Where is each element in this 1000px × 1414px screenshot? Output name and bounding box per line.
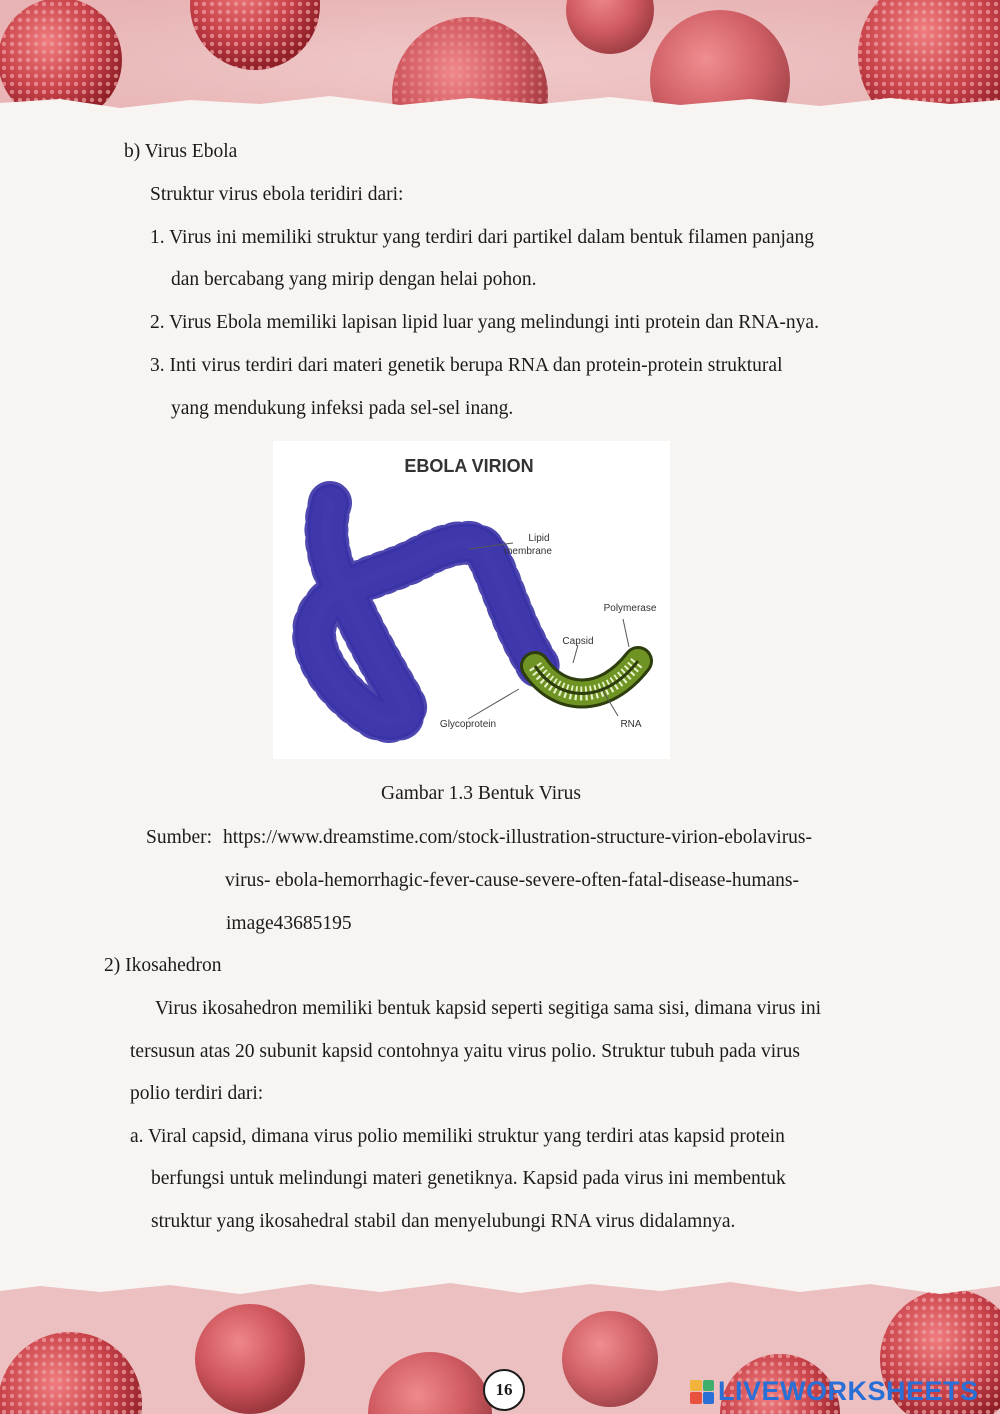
item-a-line-1: a. Viral capsid, dimana virus polio memiliki struktur yang terdiri atas kapsid protein xyxy=(130,1126,785,1147)
liveworksheets-brand[interactable] xyxy=(690,1376,979,1407)
figure-title: EBOLA VIRION xyxy=(404,456,534,476)
source-url-line-2[interactable]: virus- ebola-hemorrhagic-fever-cause-severe-often-fatal-disease-humans- xyxy=(225,870,800,891)
section-heading-virus-ebola: b) Virus Ebola xyxy=(124,141,238,162)
ebola-virion-diagram xyxy=(273,441,670,759)
figure-caption: Gambar 1.3 Bentuk Virus xyxy=(381,783,581,804)
label-polymerase: Polymerase xyxy=(603,603,657,614)
source-url-line-3[interactable]: image43685195 xyxy=(226,913,352,934)
label-capsid: Capsid xyxy=(562,636,594,647)
item-a-line-3: struktur yang ikosahedral stabil dan menyelubungi RNA virus didalamnya. xyxy=(151,1211,736,1232)
paragraph-line-2: tersusun atas 20 subunit kapsid contohnya yaitu virus polio. Struktur tubuh pada virus xyxy=(130,1041,800,1062)
label-glycoprotein: Glycoprotein xyxy=(439,719,497,730)
paragraph-line-3: polio terdiri dari: xyxy=(130,1083,264,1104)
list-item-1-line-1: 1. Virus ini memiliki struktur yang terdiri dari partikel dalam bentuk filamen panjang xyxy=(150,227,815,248)
list-item-2: 2. Virus Ebola memiliki lapisan lipid luar yang melindungi inti protein dan RNA-nya. xyxy=(150,312,819,333)
brand-name: LIVEWORKSHEETS xyxy=(718,1376,979,1406)
item-a-line-2: berfungsi untuk melindungi materi genetiknya. Kapsid pada virus ini membentuk xyxy=(151,1168,786,1189)
label-lipid: Lipid xyxy=(528,533,550,544)
label-membrane: membrane xyxy=(504,546,552,557)
nucleocapsid-icon xyxy=(535,661,638,694)
label-rna: RNA xyxy=(620,719,642,730)
ebola-virion-figure xyxy=(273,441,670,759)
source-label: Sumber: xyxy=(146,827,213,848)
paragraph-line-1: Virus ikosahedron memiliki bentuk kapsid seperti segitiga sama sisi, dimana virus ini xyxy=(155,998,822,1019)
source-url-line-1[interactable]: https://www.dreamstime.com/stock-illustration-structure-virion-ebolavirus- xyxy=(223,827,813,848)
list-item-3-line-1: 3. Inti virus terdiri dari materi genetik berupa RNA dan protein-protein struktural xyxy=(150,355,783,376)
intro-text: Struktur virus ebola teridiri dari: xyxy=(150,184,404,205)
liveworksheets-logo-icon xyxy=(690,1380,714,1404)
list-item-1-line-2: dan bercabang yang mirip dengan helai pohon. xyxy=(171,269,537,290)
section-heading-ikosahedron: 2) Ikosahedron xyxy=(104,955,222,976)
page-number: 16 xyxy=(483,1369,525,1411)
virion-body-icon xyxy=(314,503,538,721)
list-item-3-line-2: yang mendukung infeksi pada sel-sel inang. xyxy=(171,398,514,419)
